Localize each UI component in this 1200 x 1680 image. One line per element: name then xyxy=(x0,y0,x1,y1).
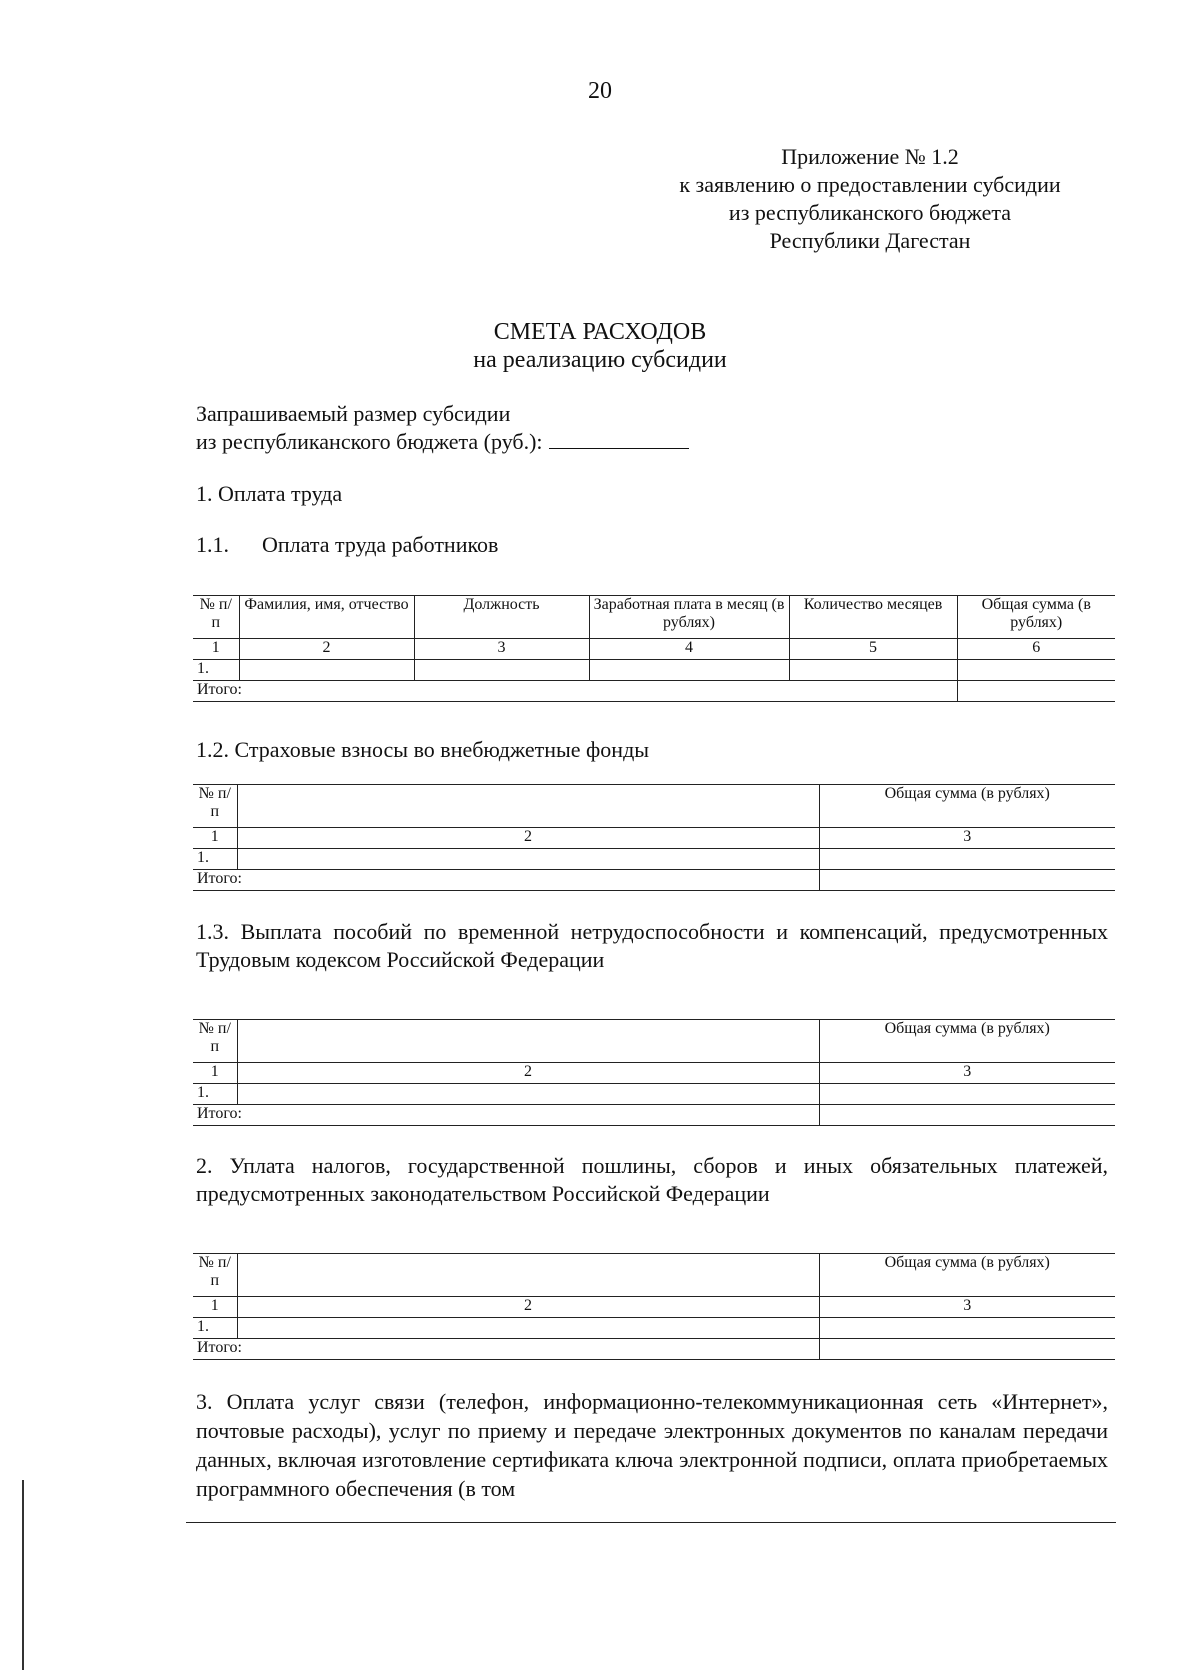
total-label: Итого: xyxy=(193,681,957,702)
header-cell: Общая сумма (в рублях) xyxy=(819,785,1115,828)
total-cell[interactable] xyxy=(819,1105,1115,1126)
data-cell[interactable] xyxy=(789,660,957,681)
data-cell[interactable] xyxy=(819,849,1115,870)
data-cell[interactable] xyxy=(819,1084,1115,1105)
section-1-2-heading: 1.2. Страховые взносы во внебюджетные фонды xyxy=(196,737,650,762)
table-salary xyxy=(193,595,1115,702)
title-main: СМЕТА РАСХОДОВ xyxy=(493,319,707,345)
table-index-row xyxy=(193,828,1115,849)
index-cell: 3 xyxy=(819,1297,1115,1318)
table-total-row xyxy=(193,1105,1115,1126)
title-sub: на реализацию субсидии xyxy=(473,347,727,373)
page-number: 20 xyxy=(588,78,612,104)
table-insurance xyxy=(193,784,1115,891)
requested-label: из республиканского бюджета (руб.): xyxy=(196,429,543,454)
table-benefits xyxy=(193,1019,1115,1126)
header-cell: № п/п xyxy=(193,1020,237,1063)
footer-rule xyxy=(186,1522,1116,1523)
document-title xyxy=(0,318,1200,374)
table-total-row xyxy=(193,870,1115,891)
table-header-row xyxy=(193,1020,1115,1063)
section-1-3-heading: 1.3. Выплата пособий по временной нетрудоспособности и компенсаций, предусмотренных Трудовым кодексом Российской Федерации xyxy=(196,919,1108,972)
index-cell: 6 xyxy=(957,639,1115,660)
section-3-heading: 3. Оплата услуг связи (телефон, информационно-телекоммуникационная сеть «Интернет», почтовые расходы), услуг по приему и передаче электронных документов по каналам передачи данных, включая изготовление сертификата ключа электронной подписи, оплата приобретаемых программного обеспечения (в том xyxy=(196,1389,1108,1501)
header-cell: Общая сумма (в рублях) xyxy=(819,1020,1115,1063)
table-header-row xyxy=(193,596,1115,639)
header-cell xyxy=(237,785,819,828)
total-label: Итого: xyxy=(193,870,819,891)
appendix-line-3: из республиканского бюджета xyxy=(728,200,1012,225)
header-cell xyxy=(237,1254,819,1297)
row-number-cell: 1. xyxy=(193,1084,237,1105)
table-header-row xyxy=(193,785,1115,828)
header-cell: № п/п xyxy=(193,785,237,828)
requested-amount xyxy=(196,400,689,456)
requested-line-2 xyxy=(196,428,689,456)
table-header-row xyxy=(193,1254,1115,1297)
section-1-1-heading xyxy=(196,531,498,559)
row-number-cell: 1. xyxy=(193,849,237,870)
index-cell: 1 xyxy=(193,828,237,849)
header-cell: № п/п xyxy=(193,596,239,639)
index-cell: 3 xyxy=(819,1063,1115,1084)
header-cell: № п/п xyxy=(193,1254,237,1297)
section-1-1-title: Оплата труда работников xyxy=(262,532,499,557)
appendix-line-1: Приложение № 1.2 xyxy=(781,144,959,169)
header-cell: Общая сумма (в рублях) xyxy=(819,1254,1115,1297)
index-cell: 2 xyxy=(239,639,414,660)
section-2-heading: 2. Уплата налогов, государственной пошлины, сборов и иных обязательных платежей, предусмотренных законодательством Российской Федерации xyxy=(196,1153,1108,1206)
header-cell xyxy=(237,1020,819,1063)
data-cell[interactable] xyxy=(819,1318,1115,1339)
appendix-line-2: к заявлению о предоставлении субсидии xyxy=(679,172,1061,197)
header-cell: Заработная плата в месяц (в рублях) xyxy=(589,596,789,639)
scan-edge-mark xyxy=(22,1480,24,1670)
table-taxes xyxy=(193,1253,1115,1360)
table-row xyxy=(193,1084,1115,1105)
section-1-heading: 1. Оплата труда xyxy=(196,481,343,506)
row-number-cell: 1. xyxy=(193,1318,237,1339)
section-1-1-number: 1.1. xyxy=(196,532,229,557)
total-cell[interactable] xyxy=(819,870,1115,891)
index-cell: 3 xyxy=(414,639,589,660)
requested-amount-field[interactable] xyxy=(549,428,689,449)
data-cell[interactable] xyxy=(237,1318,819,1339)
table-row xyxy=(193,1318,1115,1339)
index-cell: 2 xyxy=(237,1063,819,1084)
index-cell: 1 xyxy=(193,1297,237,1318)
total-label: Итого: xyxy=(193,1105,819,1126)
table-index-row xyxy=(193,1297,1115,1318)
requested-line-1: Запрашиваемый размер субсидии xyxy=(196,401,511,426)
data-cell[interactable] xyxy=(237,849,819,870)
index-cell: 5 xyxy=(789,639,957,660)
table-index-row xyxy=(193,639,1115,660)
data-cell[interactable] xyxy=(237,1084,819,1105)
row-number-cell: 1. xyxy=(193,660,239,681)
header-cell: Количество месяцев xyxy=(789,596,957,639)
table-total-row xyxy=(193,1339,1115,1360)
total-label: Итого: xyxy=(193,1339,819,1360)
index-cell: 2 xyxy=(237,828,819,849)
table-total-row xyxy=(193,681,1115,702)
index-cell: 1 xyxy=(193,1063,237,1084)
table-row xyxy=(193,660,1115,681)
appendix-note xyxy=(640,143,1100,255)
index-cell: 4 xyxy=(589,639,789,660)
data-cell[interactable] xyxy=(414,660,589,681)
data-cell[interactable] xyxy=(589,660,789,681)
header-cell: Должность xyxy=(414,596,589,639)
table-row xyxy=(193,849,1115,870)
header-cell: Фамилия, имя, отчество xyxy=(239,596,414,639)
data-cell[interactable] xyxy=(957,660,1115,681)
index-cell: 1 xyxy=(193,639,239,660)
data-cell[interactable] xyxy=(239,660,414,681)
index-cell: 3 xyxy=(819,828,1115,849)
table-index-row xyxy=(193,1063,1115,1084)
header-cell: Общая сумма (в рублях) xyxy=(957,596,1115,639)
index-cell: 2 xyxy=(237,1297,819,1318)
appendix-line-4: Республики Дагестан xyxy=(769,228,971,253)
total-cell[interactable] xyxy=(957,681,1115,702)
total-cell[interactable] xyxy=(819,1339,1115,1360)
